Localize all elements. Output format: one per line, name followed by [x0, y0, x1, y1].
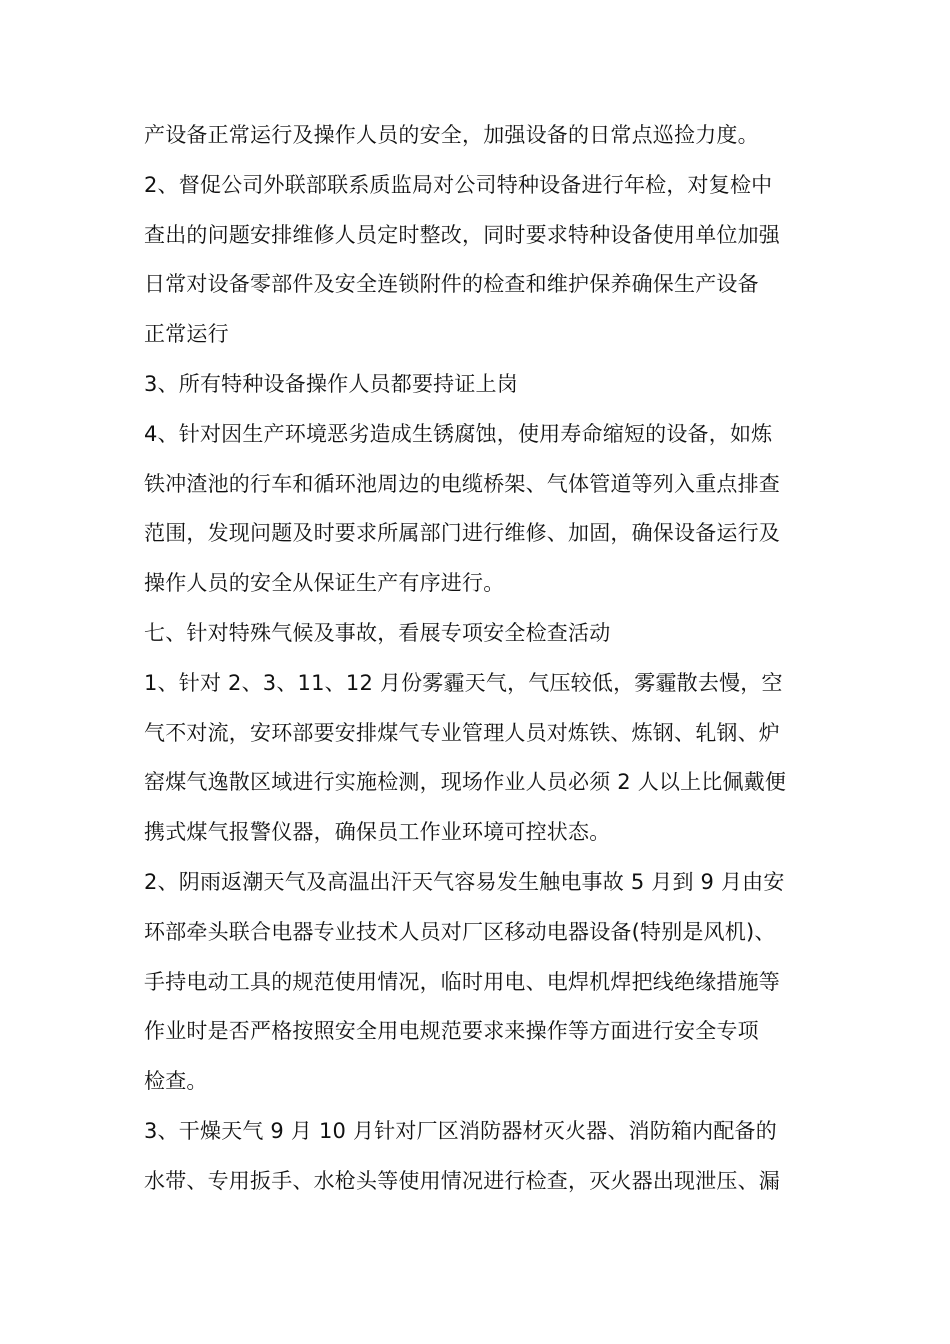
text-line: 手持电动工具的规范使用情况，临时用电、电焊机焊把线绝缘措施等: [144, 969, 780, 994]
text-line: 2、阴雨返潮天气及高温出汗天气容易发生触电事故 5 月到 9 月由安: [144, 869, 785, 894]
text-line: 2、督促公司外联部联系质监局对公司特种设备进行年检，对复检中: [144, 172, 773, 197]
text-line: 范围，发现问题及时要求所属部门进行维修、加固，确保设备运行及: [144, 521, 780, 546]
text-line: 环部牵头联合电器专业技术人员对厂区移动电器设备(特别是风机)、: [144, 919, 776, 944]
text-line: 查出的问题安排维修人员定时整改，同时要求特种设备使用单位加强: [144, 222, 780, 247]
text-line: 水带、专用扳手、水枪头等使用情况进行检查，灭火器出现泄压、漏: [144, 1168, 780, 1193]
text-line: 气不对流，安环部要安排煤气专业管理人员对炼铁、炼钢、轧钢、炉: [144, 720, 780, 745]
text-line: 3、所有特种设备操作人员都要持证上岗: [144, 371, 518, 396]
section-heading: 七、针对特殊气候及事故，看展专项安全检查活动: [144, 620, 611, 645]
document-body: [144, 111, 809, 1207]
text-line: 正常运行: [144, 322, 229, 347]
text-line: 铁冲渣池的行车和循环池周边的电缆桥架、气体管道等列入重点排查: [144, 471, 780, 496]
text-line: 作业时是否严格按照安全用电规范要求来操作等方面进行安全专项: [144, 1019, 759, 1044]
text-line: 3、干燥天气 9 月 10 月针对厂区消防器材灭火器、消防箱内配备的: [144, 1118, 777, 1143]
text-line: 4、针对因生产环境恶劣造成生锈腐蚀，使用寿命缩短的设备，如炼: [144, 421, 773, 446]
text-line: 操作人员的安全从保证生产有序进行。: [144, 571, 505, 596]
text-line: 1、针对 2、3、11、12 月份雾霾天气，气压较低，雾霾散去慢，空: [144, 670, 783, 695]
text-line: 检查。: [144, 1069, 208, 1094]
text-line: 携式煤气报警仪器，确保员工作业环境可控状态。: [144, 820, 611, 845]
text-line: 产设备正常运行及操作人员的安全，加强设备的日常点巡捡力度。: [144, 123, 759, 147]
text-line: 日常对设备零部件及安全连锁附件的检查和维护保养确保生产设备: [144, 272, 759, 297]
text-line: 窑煤气逸散区域进行实施检测，现场作业人员必须 2 人以上比佩戴便: [144, 770, 787, 795]
